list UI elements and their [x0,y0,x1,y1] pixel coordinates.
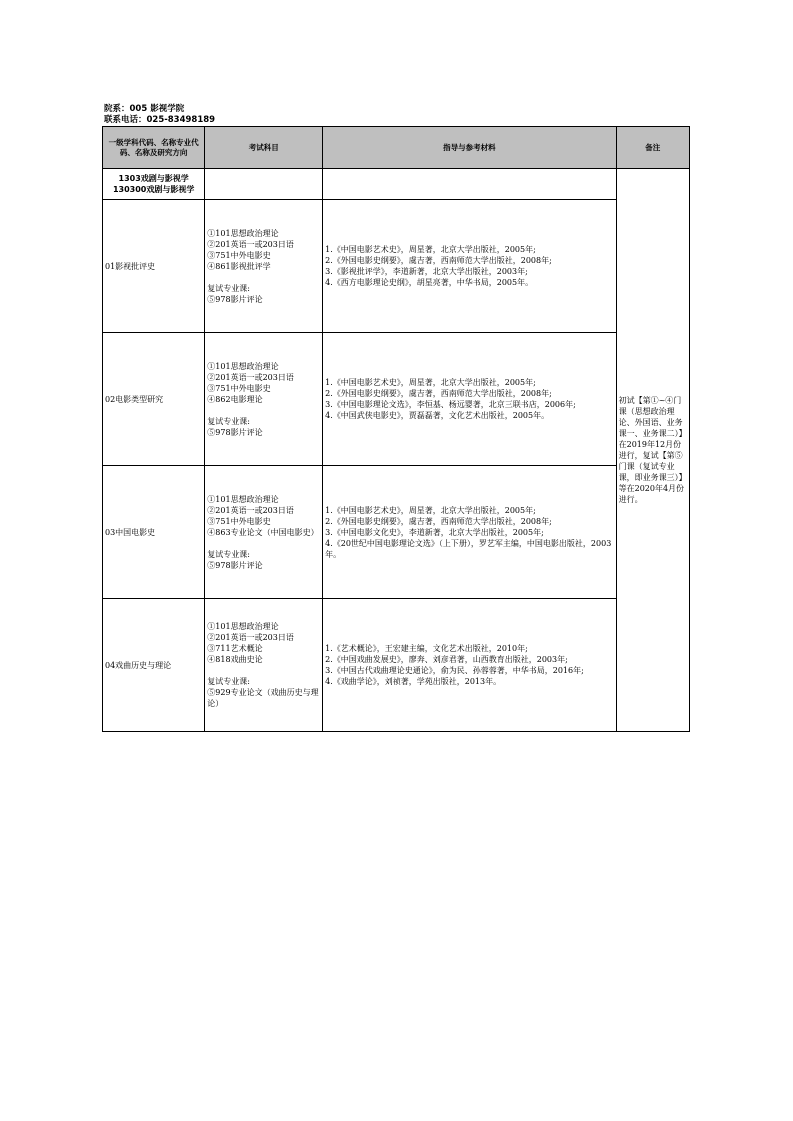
discipline-code-2: 130300戏剧与影视学 [112,185,195,194]
direction-name: 02电影类型研究 [103,333,205,466]
header-discipline: 一级学科代码、名称专业代码、名称及研究方向 [103,127,205,169]
exam-subject: ①101思想政治理论 [207,228,279,238]
discipline-cell [103,169,205,200]
retest-label: 复试专业课: [207,549,250,559]
discipline-empty-materials [323,169,617,200]
discipline-empty-exams [205,169,323,200]
exam-subject: ②201英语一或203日语 [207,372,294,382]
exam-subjects-cell [205,333,323,466]
reference-item: 4.《西方电影理论史纲》，胡星亮著，中华书局，2005年。 [325,278,534,287]
exam-subject: ④863专业论文（中国电影史） [207,527,319,537]
reference-item: 4.《中国武侠电影史》，贾磊磊著，文化艺术出版社，2005年。 [325,411,550,420]
exam-subject: ②201英语一或203日语 [207,633,294,642]
exam-subject: ③751中外电影史 [207,383,271,393]
reference-item: 3.《中国古代戏曲理论史通论》，俞为民、孙蓉蓉著，中华书局，2016年; [325,666,584,675]
exam-subject: ③711艺术概论 [207,644,263,653]
exam-subject: ②201英语一或203日语 [207,505,294,515]
reference-item: 2.《外国电影史纲要》，虞吉著，西南师范大学出版社，2008年; [325,516,552,526]
materials-cell [323,200,617,333]
table-header-row [103,127,690,169]
direction-name: 03中国电影史 [103,466,205,599]
exam-subject: ①101思想政治理论 [207,361,279,371]
retest-label: 复试专业课: [207,416,250,426]
remark-cell: 初试【第①~④门课（思想政治理论、外国语、业务课一、业务课二）】在2019年12月份进行，复试【第⑤门课（复试专业课，即业务课三）】等在2020年4月份进行。 [616,169,689,732]
reference-item: 4.《20世纪中国电影理论文选》（上下册），罗艺军主编，中国电影出版社，2003年。 [325,538,612,559]
retest-label: 复试专业课: [207,283,250,293]
exam-subject: ④861影视批评学 [207,261,271,271]
reference-item: 3.《中国电影文化史》，李道新著，北京大学出版社，2005年; [325,527,544,537]
exam-subject: ③751中外电影史 [207,250,271,260]
materials-cell [323,599,617,732]
retest-subject: ⑤978影片评论 [207,560,263,570]
department-label: 院系：005 影视学院 [104,104,185,114]
header-reference-materials: 指导与参考材料 [323,127,617,169]
reference-item: 1.《中国电影艺术史》，周星著，北京大学出版社，2005年; [325,378,536,387]
reference-item: 3.《中国电影理论文选》，李恒基、杨远婴著，北京三联书店，2006年; [325,400,576,409]
discipline-code-1: 1303戏剧与影视学 [118,174,189,183]
reference-item: 2.《外国电影史纲要》，虞吉著，西南师范大学出版社，2008年; [325,389,552,398]
retest-subject: ⑤978影片评论 [207,294,263,304]
exam-subject: ③751中外电影史 [207,516,271,526]
exam-subject: ④818戏曲史论 [207,655,263,664]
discipline-row [103,169,690,200]
reference-item: 1.《艺术概论》，王宏建主编，文化艺术出版社，2010年; [325,644,528,653]
header-exam-subjects: 考试科目 [205,127,323,169]
reference-item: 1.《中国电影艺术史》，周星著，北京大学出版社，2005年; [325,505,536,515]
materials-cell [323,333,617,466]
exam-plan-table [102,126,690,732]
header-remarks: 备注 [616,127,689,169]
table-row [103,333,690,466]
reference-item: 1.《中国电影艺术史》，周星著，北京大学出版社，2005年; [325,245,536,254]
exam-subject: ①101思想政治理论 [207,494,279,504]
exam-subjects-cell [205,466,323,599]
retest-subject: ⑤929专业论文（戏曲历史与理论） [207,688,319,708]
materials-cell [323,466,617,599]
table-row [103,200,690,333]
exam-subjects-cell [205,200,323,333]
direction-name: 01影视批评史 [103,200,205,333]
retest-subject: ⑤978影片评论 [207,427,263,437]
table-row [103,466,690,599]
exam-subject: ①101思想政治理论 [207,622,279,631]
direction-name: 04戏曲历史与理论 [103,599,205,732]
reference-item: 2.《中国戏曲发展史》，廖奔、刘彦君著，山西教育出版社，2003年; [325,655,568,664]
reference-item: 4.《戏曲学论》，刘祯著，学苑出版社，2013年。 [325,677,502,686]
phone-label: 联系电话：025-83498189 [104,115,216,125]
exam-subjects-cell [205,599,323,732]
reference-item: 2.《外国电影史纲要》，虞吉著，西南师范大学出版社，2008年; [325,256,552,265]
retest-label: 复试专业课: [207,677,250,686]
exam-subject: ②201英语一或203日语 [207,239,294,249]
reference-item: 3.《影视批评学》，李道新著，北京大学出版社，2003年; [325,267,528,276]
table-row [103,599,690,732]
exam-subject: ④862电影理论 [207,394,263,404]
page-header [104,104,215,126]
